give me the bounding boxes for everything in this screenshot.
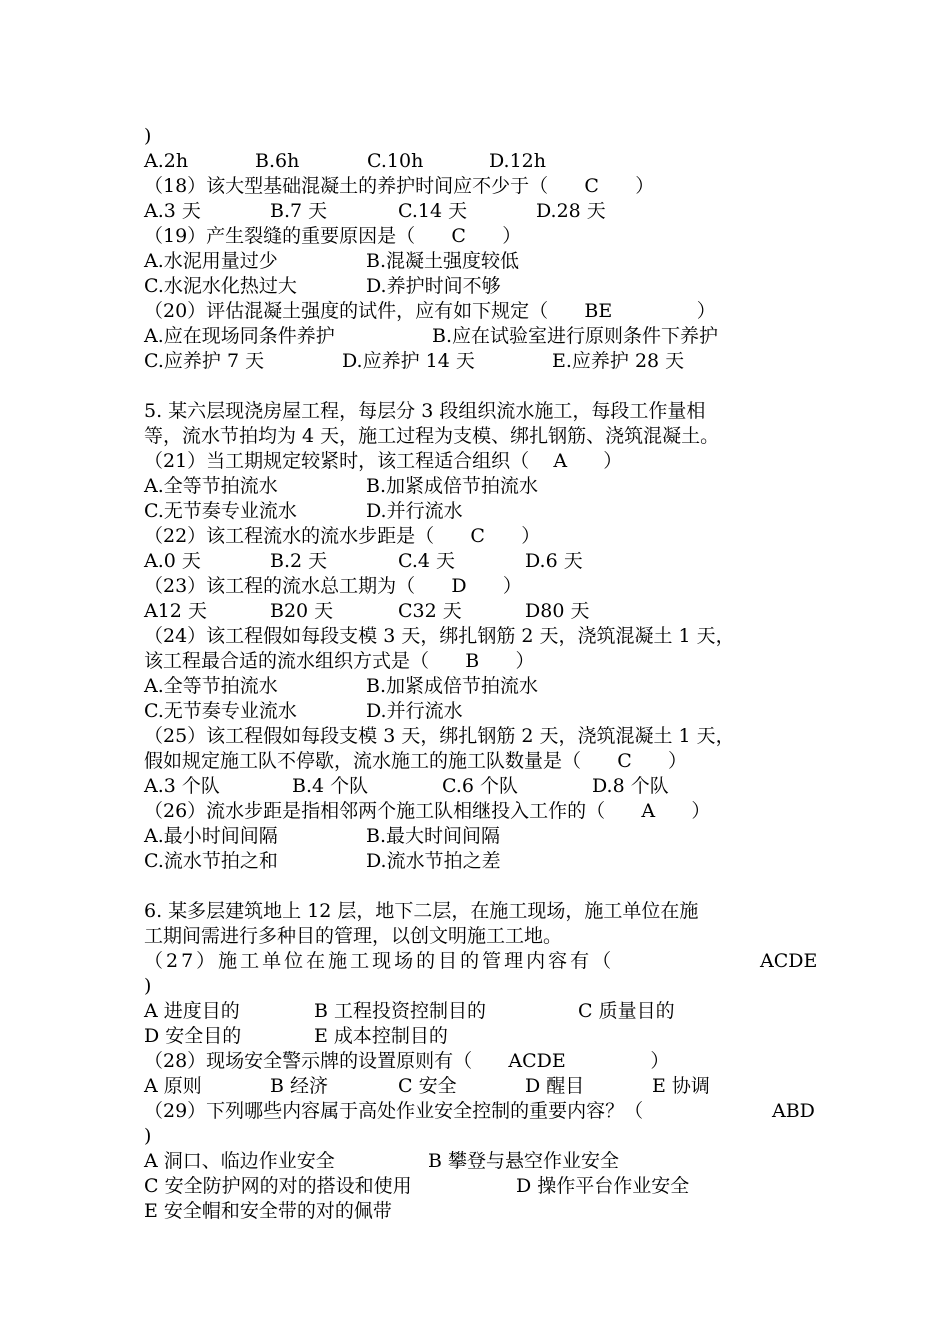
question-line	[144, 649, 535, 674]
question-line	[144, 624, 735, 649]
option: C32 天	[398, 600, 462, 622]
question-text: （23）该工程的流水总工期为（ D ）	[144, 575, 522, 597]
option: D.6 天	[525, 550, 583, 572]
question-text: 假如规定施工队不停歇，流水施工的施工队数量是（ C ）	[144, 750, 688, 772]
option: B 攀登与悬空作业安全	[428, 1150, 620, 1172]
options-line	[144, 1149, 620, 1174]
option: B.最大时间间隔	[366, 825, 501, 847]
option: D.28 天	[536, 200, 606, 222]
answer-text: ABD	[772, 1100, 815, 1122]
options-line	[144, 1199, 392, 1224]
options-line	[144, 824, 501, 849]
option: A 洞口、临边作业安全	[144, 1150, 335, 1172]
question-line	[144, 574, 522, 599]
option: A.0 天	[144, 550, 201, 572]
option: B 工程投资控制目的	[314, 1000, 487, 1022]
option: C 安全防护网的对的搭设和使用	[144, 1175, 412, 1197]
text-line	[144, 974, 168, 999]
question-text: （21）当工期规定较紧时，该工程适合组织（ A ）	[144, 450, 623, 472]
question-text: （26）流水步距是指相邻两个施工队相继投入工作的（ A ）	[144, 800, 711, 822]
question-text: （28）现场安全警示牌的设置原则有（ ACDE ）	[144, 1050, 670, 1072]
option: C.水泥水化热过大	[144, 275, 297, 297]
options-line	[144, 999, 675, 1024]
option: D.养护时间不够	[366, 275, 501, 297]
option: A.3 天	[144, 200, 201, 222]
option: A.3 个队	[144, 775, 220, 797]
option: E 成本控制目的	[314, 1025, 448, 1047]
option: D.并行流水	[366, 700, 463, 722]
option: C.应养护 7 天	[144, 350, 265, 372]
case-text: 工期间需进行多种目的管理，以创文明施工工地。	[144, 925, 563, 947]
question-text: （24）该工程假如每段支模 3 天，绑扎钢筋 2 天，浇筑混凝土 1 天，	[144, 625, 735, 647]
option: B.6h	[255, 150, 300, 172]
question-line	[144, 299, 716, 324]
options-line	[144, 699, 463, 724]
options-line	[144, 474, 539, 499]
options-line	[144, 324, 719, 349]
text-line	[144, 124, 168, 149]
option: D.流水节拍之差	[366, 850, 501, 872]
option: D 操作平台作业安全	[516, 1175, 690, 1197]
option: C.4 天	[398, 550, 456, 572]
option: D.应养护 14 天	[342, 350, 475, 372]
option: D.并行流水	[366, 500, 463, 522]
option: D 安全目的	[144, 1025, 242, 1047]
option: B.加紧成倍节拍流水	[366, 675, 539, 697]
option: B.2 天	[270, 550, 328, 572]
question-text: （25）该工程假如每段支模 3 天，绑扎钢筋 2 天，浇筑混凝土 1 天，	[144, 725, 735, 747]
option: A.最小时间间隔	[144, 825, 278, 847]
options-line	[144, 599, 590, 624]
option: A12 天	[144, 600, 207, 622]
option: C.流水节拍之和	[144, 850, 278, 872]
options-line	[144, 849, 501, 874]
question-line	[144, 749, 688, 774]
option: B20 天	[270, 600, 334, 622]
option: E 安全帽和安全带的对的佩带	[144, 1200, 392, 1222]
options-line	[144, 1074, 710, 1099]
question-line	[144, 1049, 670, 1074]
option: C.6 个队	[442, 775, 519, 797]
option: D80 天	[525, 600, 590, 622]
case-text-line	[144, 399, 706, 424]
question-text: （27）施工单位在施工现场的目的管理内容有（	[144, 950, 615, 972]
text-segment: )	[144, 975, 152, 997]
options-line	[144, 1024, 448, 1049]
option: A 进度目的	[144, 1000, 240, 1022]
option: B.加紧成倍节拍流水	[366, 475, 539, 497]
option: C 安全	[398, 1075, 457, 1097]
question-line	[144, 174, 655, 199]
question-line	[144, 524, 541, 549]
option: E 协调	[652, 1075, 710, 1097]
option: B 经济	[270, 1075, 329, 1097]
question-text: （22）该工程流水的流水步距是（ C ）	[144, 525, 541, 547]
question-text: （20）评估混凝土强度的试件，应有如下规定（ BE ）	[144, 300, 716, 322]
options-line	[144, 199, 606, 224]
option: B.混凝土强度较低	[366, 250, 520, 272]
question-text: （19）产生裂缝的重要原因是（ C ）	[144, 225, 522, 247]
case-text-line	[144, 899, 699, 924]
options-line	[144, 274, 501, 299]
question-line	[144, 224, 522, 249]
option: C.10h	[367, 150, 424, 172]
option: B.7 天	[270, 200, 328, 222]
question-line	[144, 449, 623, 474]
question-line	[144, 799, 711, 824]
case-text-line	[144, 924, 563, 949]
answer-text: ACDE	[760, 950, 818, 972]
option: B.4 个队	[292, 775, 369, 797]
text-segment: )	[144, 125, 152, 147]
question-text: 该工程最合适的流水组织方式是（ B ）	[144, 650, 535, 672]
options-line	[144, 1174, 690, 1199]
option: E.应养护 28 天	[552, 350, 685, 372]
options-line	[144, 549, 583, 574]
case-text: 6. 某多层建筑地上 12 层，地下二层，在施工现场，施工单位在施	[144, 900, 699, 922]
question-text: （18）该大型基础混凝土的养护时间应不少于（ C ）	[144, 175, 655, 197]
option: C.14 天	[398, 200, 468, 222]
option: A.水泥用量过少	[144, 250, 278, 272]
option: D.12h	[489, 150, 547, 172]
option: C 质量目的	[578, 1000, 675, 1022]
case-text: 等，流水节拍均为 4 天，施工过程为支模、绑扎钢筋、浇筑混凝土。	[144, 425, 720, 447]
options-line	[144, 499, 463, 524]
option: B.应在试验室进行原则条件下养护	[432, 325, 719, 347]
question-line	[144, 949, 818, 974]
options-line	[144, 774, 669, 799]
option: A.全等节拍流水	[144, 675, 278, 697]
options-line	[144, 249, 520, 274]
case-text-line	[144, 424, 720, 449]
option: C.无节奏专业流水	[144, 500, 297, 522]
option: D.8 个队	[592, 775, 669, 797]
option: A.应在现场同条件养护	[144, 325, 335, 347]
options-line	[144, 674, 539, 699]
text-line	[144, 1124, 168, 1149]
case-text: 5. 某六层现浇房屋工程，每层分 3 段组织流水施工，每段工作量相	[144, 400, 706, 422]
option: A.2h	[144, 150, 189, 172]
question-text: （29）下列哪些内容属于高处作业安全控制的重要内容？（	[144, 1100, 644, 1122]
question-line	[144, 1099, 815, 1124]
options-line	[144, 149, 547, 174]
text-segment: )	[144, 1125, 152, 1147]
option: C.无节奏专业流水	[144, 700, 297, 722]
question-line	[144, 724, 735, 749]
option: A 原则	[144, 1075, 202, 1097]
option: D 醒目	[525, 1075, 585, 1097]
options-line	[144, 349, 685, 374]
option: A.全等节拍流水	[144, 475, 278, 497]
